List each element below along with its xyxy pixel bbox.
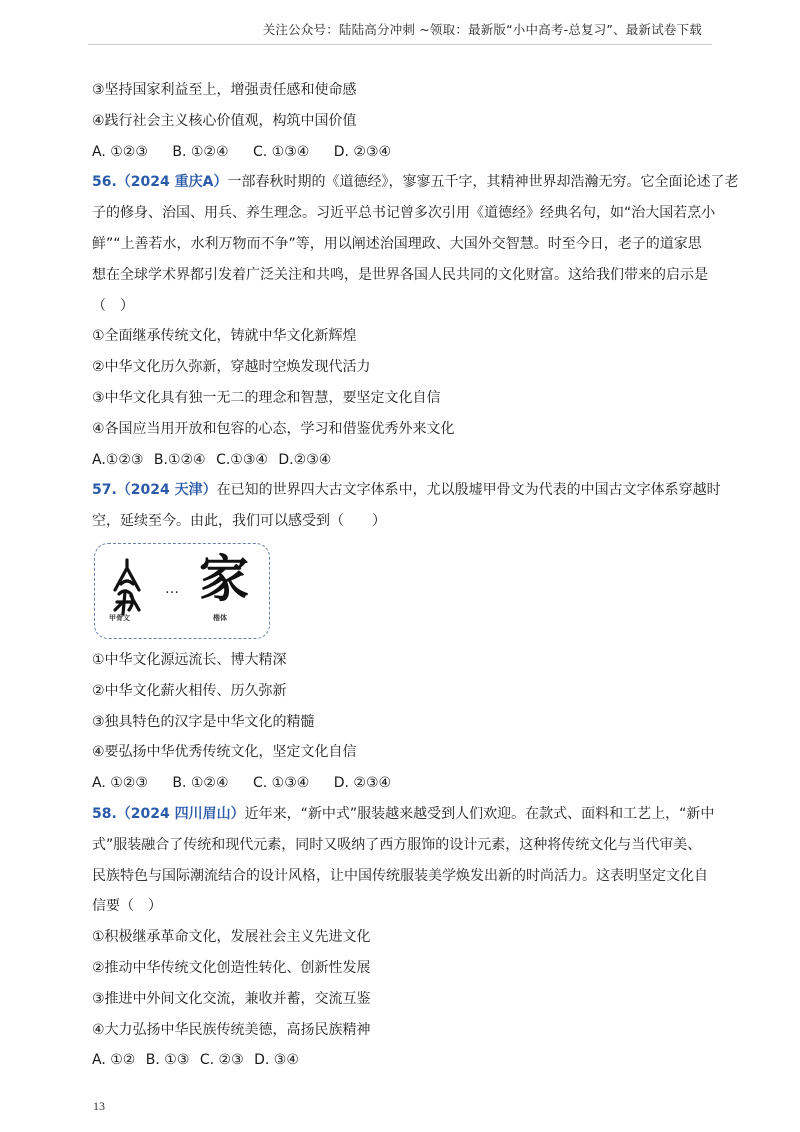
document-body <box>92 75 739 1076</box>
answer-choices <box>92 768 714 799</box>
caption-kaishu: 楷体 <box>213 614 227 623</box>
choice-b: B. ①②④ <box>172 775 229 792</box>
option: ④践行社会主义核心价值观，构筑中国价值 <box>92 112 357 129</box>
question-number: 56.（2024 重庆A） <box>92 174 228 191</box>
kaishu-jia-character: 家 <box>199 548 249 608</box>
choice-d: D.②③④ <box>278 451 332 468</box>
option: ③推进中外间文化交流，兼收并蓄，交流互鉴 <box>92 990 371 1007</box>
question-number: 58.（2024 四川眉山） <box>92 805 245 822</box>
question-stem-line: 空，延续至今。由此，我们可以感受到（ ） <box>92 513 386 530</box>
question-55-continued <box>92 75 714 167</box>
answer-choices <box>92 137 714 168</box>
option: ②中华文化薪火相传、历久弥新 <box>92 682 287 699</box>
question-number: 57.（2024 天津） <box>92 482 217 499</box>
option: ①全面继承传统文化，铸就中华文化新辉煌 <box>92 328 357 345</box>
choice-b: B. ①③ <box>145 1052 190 1069</box>
option: ②推动中华传统文化创造性转化、创新性发展 <box>92 959 371 976</box>
option: ①中华文化源远流长、博大精深 <box>92 651 287 668</box>
choice-a: A. ①②③ <box>92 775 148 792</box>
choice-b: B. ①②④ <box>172 143 229 160</box>
question-stem-line: 民族特色与国际潮流结合的设计风格，让中国传统服装美学焕发出新的时尚活力。这表明坚定文化自 <box>92 867 708 884</box>
character-evolution-figure <box>94 543 270 639</box>
choice-c: C. ②③ <box>199 1052 244 1069</box>
question-stem-line: 信要（ ） <box>92 898 162 915</box>
choice-b: B.①②④ <box>153 451 206 468</box>
option: ③坚持国家利益至上，增强责任感和使命感 <box>92 82 357 98</box>
header-divider <box>88 44 712 45</box>
page-header: 关注公众号：陆陆高分冲刺 ~领取：最新版“小中高考-总复习”、最新试卷下载 <box>262 22 702 37</box>
answer-blank: （ ） <box>92 297 134 314</box>
choice-a: A. ①②③ <box>92 143 148 160</box>
choice-d: D. ②③④ <box>333 775 392 792</box>
option: ④要弘扬中华优秀传统文化，坚定文化自信 <box>92 744 357 761</box>
question-57 <box>92 475 721 799</box>
choice-c: C. ①③④ <box>252 775 310 792</box>
choice-a: A. ①② <box>92 1052 136 1069</box>
question-stem-line: 57.（2024 天津）在已知的世界四大古文字体系中，尤以殷墟甲骨文为代表的中国古文字体系穿越时 <box>92 482 721 499</box>
answer-choices <box>92 1045 714 1076</box>
option: ④各国应当用开放和包容的心态，学习和借鉴优秀外来文化 <box>92 420 455 437</box>
question-56 <box>92 167 739 475</box>
question-stem-line: 子的修身、治国、用兵、养生理念。习近平总书记曾多次引用《道德经》经典名句，如“治大国若烹小 <box>92 205 716 222</box>
caption-oracle-bone: 甲骨文 <box>109 614 130 623</box>
choice-c: C.①③④ <box>216 451 268 468</box>
page-number: 13 <box>93 1099 105 1113</box>
choice-d: D. ③④ <box>254 1052 299 1069</box>
option: ③独具特色的汉字是中华文化的精髓 <box>92 713 315 730</box>
option: ①积极继承革命文化，发展社会主义先进文化 <box>92 929 371 946</box>
question-stem-line: 鲜”“上善若水，水利万物而不争”等，用以阐述治国理政、大国外交智慧。时至今日，老子的道家思 <box>92 235 702 252</box>
ellipsis: … <box>165 580 179 597</box>
question-58 <box>92 799 714 1076</box>
question-stem-line: 式”服装融合了传统和现代元素，同时又吸纳了西方服饰的设计元素，这种将传统文化与当代审美、 <box>92 836 702 853</box>
option: ④大力弘扬中华民族传统美德，高扬民族精神 <box>92 1021 371 1038</box>
answer-choices <box>92 445 714 476</box>
choice-c: C. ①③④ <box>252 143 310 160</box>
choice-d: D. ②③④ <box>333 143 392 160</box>
question-stem-line: 想在全球学术界都引发着广泛关注和共鸣，是世界各国人民共同的文化财富。这给我们带来的启示是 <box>92 266 708 283</box>
choice-a: A.①②③ <box>92 451 144 468</box>
option: ②中华文化历久弥新，穿越时空焕发现代活力 <box>92 359 371 376</box>
option: ③中华文化具有独一无二的理念和智慧，要坚定文化自信 <box>92 389 441 406</box>
question-stem-line: 58.（2024 四川眉山）近年来，“新中式”服装越来越受到人们欢迎。在款式、面料和工艺上，“新中 <box>92 805 715 822</box>
question-stem-line: 56.（2024 重庆A）一部春秋时期的《道德经》，寥寥五千字，其精神世界却浩瀚无穷。它全面论述了老 <box>92 174 739 191</box>
